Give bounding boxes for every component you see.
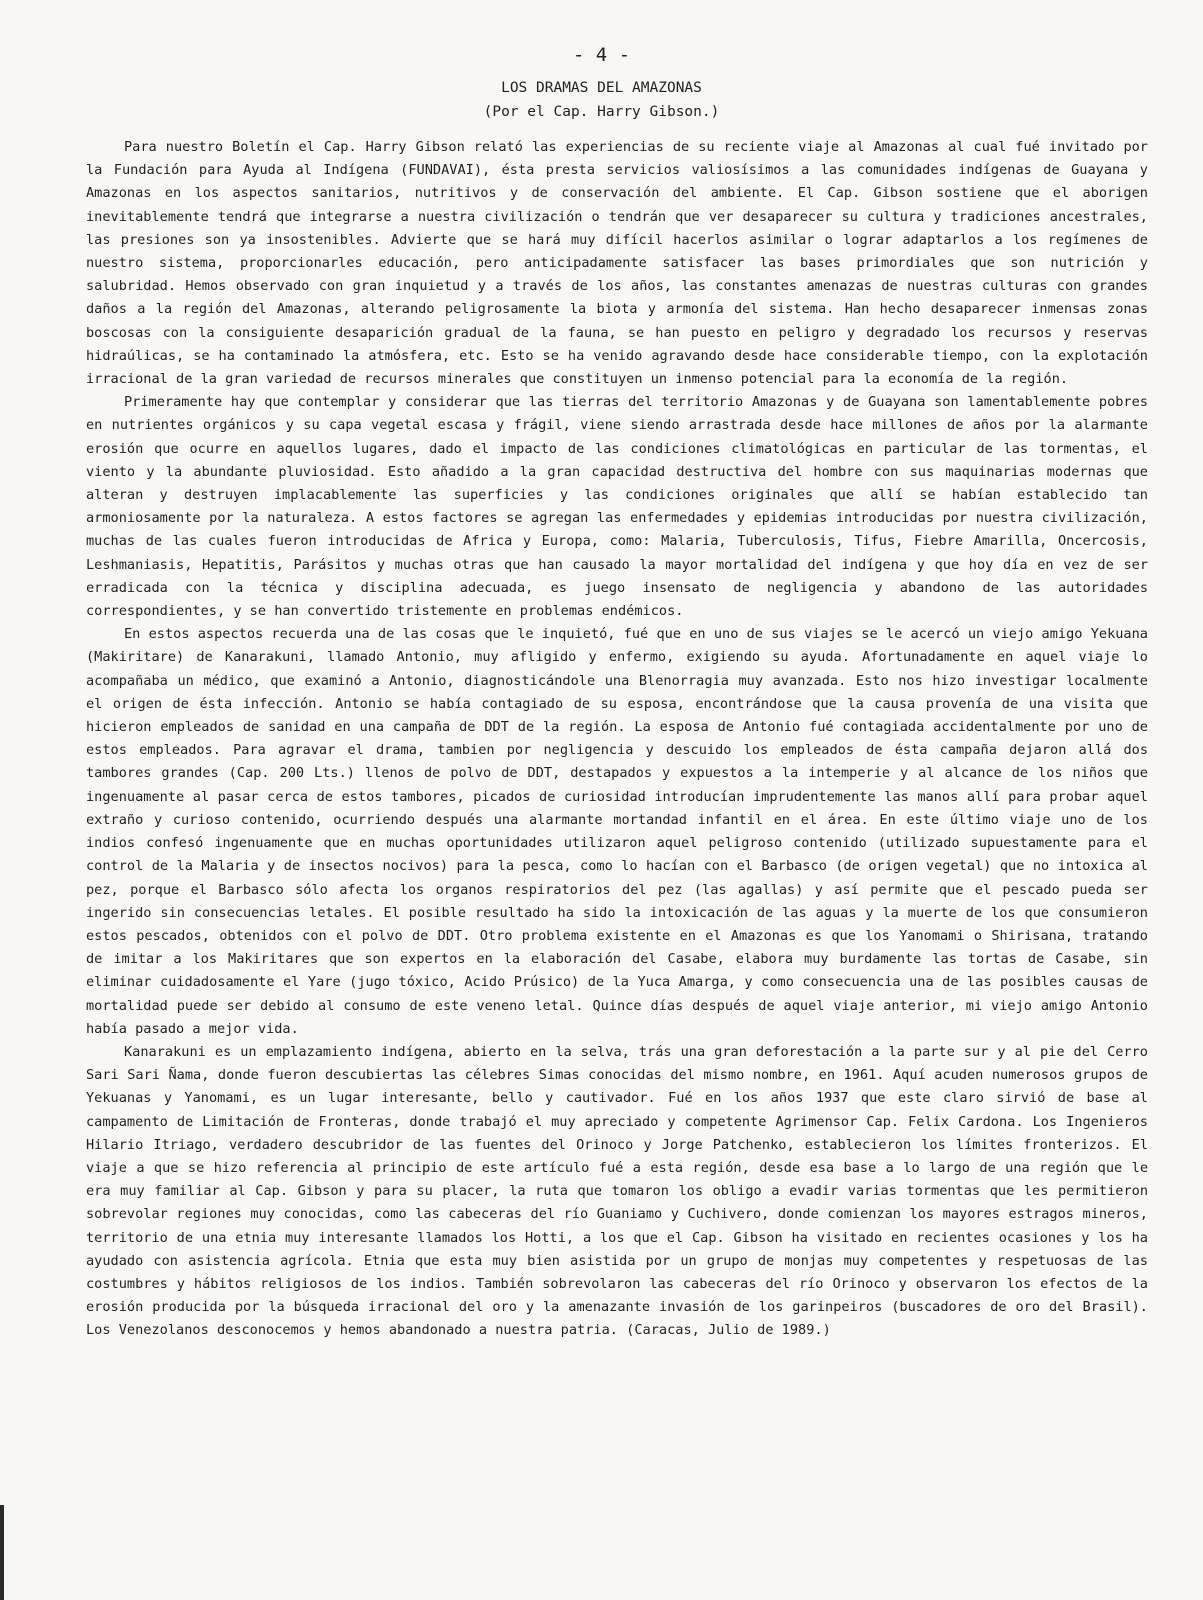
paragraph-2: Primeramente hay que contemplar y considerar que las tierras del territorio Amazonas y de Guayana son lamentablemente pobres en nutrientes orgánicos y su capa vegetal escasa y frágil, viene siendo arrastrada desde hace millones de años por la alarmante erosión que ocurre en aquellos lugares, dado el impacto de las condiciones climatológicas en particular de las tormentas, el viento y la abundante pluviosidad. Esto añadido a la gran capacidad destructiva del hombre con sus maquinarias modernas que alteran y destruyen implacablemente las superficies y las condiciones originales que allí se habían establecido tan armoniosamente por la naturaleza. A estos factores se agregan las enfermedades y epidemias introducidas por nuestra civilización, muchas de las cuales fueron introducidas de Africa y Europa, como: Malaria, Tuberculosis, Tifus, Fiebre Amarilla, Oncercosis, Leshmaniasis, Hepatitis, Parásitos y muchas otras que han causado la mayor mortalidad del indígena y que hoy día en vez de ser erradicada con la técnica y disciplina adecuada, es juego insensato de negligencia y abandono de las autoridades correspondientes, y se han convertido tristemente en problemas endémicos. xyxy=(86,394,1148,620)
paragraph-3: En estos aspectos recuerda una de las cosas que le inquietó, fué que en uno de sus viajes se le acercó un viejo amigo Yekuana (Makiritare) de Kanarakuni, llamado Antonio, muy afligido y enfermo, exigiendo su ayuda. Afortunadamente en aquel viaje lo acompañaba un médico, que examinó a Antonio, diagnosticándole una Blenorragia muy avanzada. Esto nos hizo investigar localmente el origen de ésta infección. Antonio se había contagiado de su esposa, encontrándose que la causa provenía de una visita que hicieron empleados de sanidad en una campaña de DDT de la región. La esposa de Antonio fué contagiada accidentalmente por uno de estos empleados. Para agravar el drama, tambien por negligencia y descuido los empleados de ésta campaña dejaron allá dos tambores grandes (Cap. 200 Lts.) llenos de polvo de DDT, destapados y expuestos a la intemperie y al alcance de los niños que ingenuamente al pasar cerca de estos tambores, picados de curiosidad introducían imprudentemente las manos allí para probar aquel extraño y curioso contenido, ocurriendo después una alarmante mortandad infantil en el área. En este último viaje uno de los indios confesó ingenuamente que en muchas oportunidades utilizaron aquel peligroso contenido (utilizado supuestamente para el control de la Malaria y de insectos nocivos) para la pesca, como lo hacían con el Barbasco (de origen vegetal) que no intoxica al pez, porque el Barbasco sólo afecta los organos respiratorios del pez (las agallas) y así permite que el pescado pueda ser ingerido sin consecuencias letales. El posible resultado ha sido la intoxicación de las aguas y la muerte de los que consumieron estos pescados, obtenidos con el polvo de DDT. Otro problema existente en el Amazonas es que los Yanomami o Shirisana, tratando de imitar a los Makiritares que son expertos en la elaboración del Casabe, elabora muy burdamente las tortas de Casabe, sin eliminar cuidadosamente el Yare (jugo tóxico, Acido Prúsico) de la Yuca Amarga, y como consecuencia una de las posibles causas de mortalidad puede ser debido al consumo de este veneno letal. Quince días después de aquel viaje anterior, mi viejo amigo Antonio había pasado a mejor vida. xyxy=(86,626,1148,1037)
page-number: - 4 - xyxy=(572,44,631,66)
page-edge-mark xyxy=(0,1505,4,1600)
article-byline: (Por el Cap. Harry Gibson.) xyxy=(483,104,720,120)
article-title: LOS DRAMAS DEL AMAZONAS xyxy=(501,80,702,96)
paragraph-4: Kanarakuni es un emplazamiento indígena, abierto en la selva, trás una gran deforestación a la parte sur y al pie del Cerro Sari Sari Ñama, donde fueron descubiertas las célebres Simas conocidas del mismo nombre, en 1961. Aquí acuden numerosos grupos de Yekuanas y Yanomami, es un lugar interesante, bello y cautivador. Fué en los años 1937 que este claro sirvió de base al campamento de Limitación de Fronteras, donde trabajó el muy apreciado y competente Agrimensor Cap. Felix Cardona. Los Ingenieros Hilario Itriago, verdadero descubridor de las fuentes del Orinoco y Jorge Patchenko, establecieron los límites fronterizos. El viaje a que se hizo referencia al principio de este artículo fué a esta región, desde esa base a lo largo de una región que le era muy familiar al Cap. Gibson y para su placer, la ruta que tomaron los obligo a evadir varias tormentas que les permitieron sobrevolar regiones muy conocidas, como las cabeceras del río Guaniamo y Cuchivero, donde comienzan los mayores estragos mineros, territorio de una etnia muy interesante llamados los Hotti, a los que el Cap. Gibson ha visitado en recientes ocasiones y los ha ayudado con asistencia agrícola. Etnia que esta muy bien asistida por un grupo de monjas muy competentes y respetuosas de las costumbres y hábitos religiosos de los indios. También sobrevolaron las cabeceras del río Orinoco y observaron los efectos de la erosión producida por la búsqueda irracional del oro y la amenazante invasión de los garinpeiros (buscadores de oro del Brasil). Los Venezolanos desconocemos y hemos abandonado a nuestra patria. (Caracas, Julio de 1989.) xyxy=(86,1043,1148,1339)
paragraph-1: Para nuestro Boletín el Cap. Harry Gibson relató las experiencias de su reciente viaje al Amazonas al cual fué invitado por la Fundación para Ayuda al Indígena (FUNDAVAI), ésta presta servicios valiosísimos a las comunidades indígenas de Guayana y Amazonas en los aspectos sanitarios, nutritivos y de conservación del ambiente. El Cap. Gibson sostiene que el aborigen inevitablemente tendrá que integrarse a nuestra civilización o tendrán que ver desaparecer su cultura y tradiciones ancestrales, las presiones son ya insostenibles. Advierte que se hará muy difícil hacerlos asimilar o lograr adaptarlos a los regímenes de nuestro sistema, proporcionarles educación, pero anticipadamente satisfacer las bases primordiales que son nutrición y salubridad. Hemos observado con gran inquietud y a través de los años, las constantes amenazas de nuestras culturas con grandes daños a la región del Amazonas, alterando peligrosamente la biota y armonía del sistema. Han hecho desaparecer inmensas zonas boscosas con la consiguiente desaparición gradual de la fauna, se han puesto en peligro y degradado los recursos y reservas hidraúlicas, se ha contaminado la atmósfera, etc. Esto se ha venido agravando desde hace considerable tiempo, con la explotación irracional de la gran variedad de recursos minerales que constituyen un inmenso potencial para la economía de la región. xyxy=(86,139,1148,388)
article-body xyxy=(86,136,1148,1343)
